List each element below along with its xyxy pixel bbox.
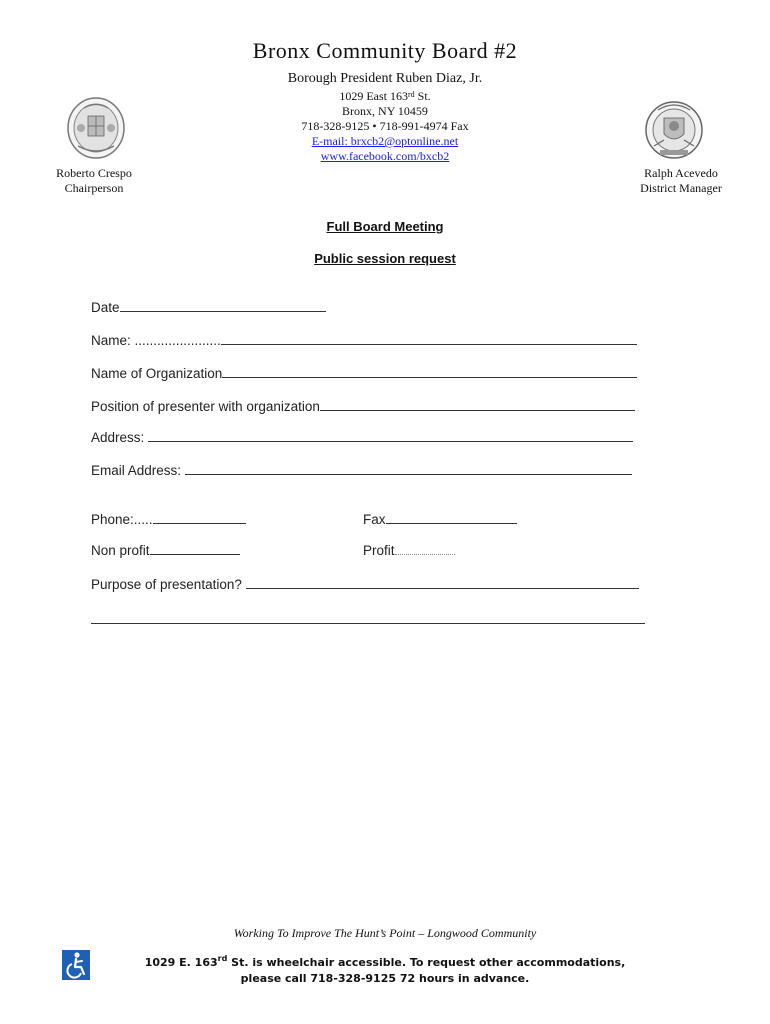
purpose-label: Purpose of presentation? [91,577,246,592]
date-field[interactable] [91,298,326,315]
address-street: 1029 East 163 [339,89,408,103]
purpose-line-2[interactable] [91,623,645,624]
notice-ordinal: rd [217,954,228,963]
session-heading: Public session request [314,251,456,266]
purpose-line[interactable] [246,575,639,589]
accessibility-notice-line-2: please call 718-328-9125 72 hours in advance. [240,972,530,985]
profit-label: Profit [363,543,395,558]
district-manager-name: Ralph Acevedo [644,166,718,180]
nonprofit-label: Non profit [91,543,150,558]
date-label: Date [91,300,120,315]
nyc-seal-icon [66,96,126,164]
accessibility-notice-line-1 [0,956,770,969]
phone-label: Phone:..... [91,512,153,527]
district-manager-title: District Manager [640,181,722,195]
email-link[interactable]: E-mail: brxcb2@optonline.net [311,134,459,148]
nonprofit-field[interactable] [91,541,240,558]
name-field[interactable] [91,331,637,348]
phone-fax: 718-328-9125 • 718-991-4974 Fax [301,119,469,133]
position-label: Position of presenter with organization [91,399,320,414]
organization-line[interactable] [222,364,637,378]
date-line[interactable] [120,298,326,312]
position-line[interactable] [320,397,635,411]
email-address-label: Email Address: [91,463,185,478]
footer-motto: Working To Improve The Hunt’s Point – Longwood Community [233,926,537,940]
meeting-heading: Full Board Meeting [326,219,444,234]
chairperson-title: Chairperson [64,181,124,195]
email-address-field[interactable] [91,461,632,478]
page-title: Bronx Community Board #2 [252,38,518,63]
organization-label: Name of Organization [91,366,223,381]
fax-line[interactable] [386,510,517,524]
address-line[interactable] [148,428,633,442]
nonprofit-line[interactable] [150,541,240,555]
email-address-line[interactable] [185,461,632,475]
notice-text: St. is wheelchair accessible. To request other accommodations, [227,956,626,969]
fax-field[interactable] [363,510,517,527]
organization-field[interactable] [91,364,637,381]
position-field[interactable] [91,397,635,414]
address-street-suffix: St. [414,89,431,103]
profit-line[interactable] [395,541,455,555]
profit-field[interactable] [363,541,455,558]
borough-president: Borough President Ruben Diaz, Jr. [287,71,483,86]
phone-line[interactable] [153,510,246,524]
district-manager-block [622,166,740,196]
notice-address: 1029 E. 163 [144,956,218,969]
address-field[interactable] [91,428,633,445]
name-line[interactable] [221,331,637,345]
name-label: Name: ....................... [91,333,221,348]
bronx-seal-icon [644,96,704,164]
website-link[interactable]: www.facebook.com/bxcb2 [320,149,450,163]
phone-field[interactable] [91,510,246,527]
address-line-2: Bronx, NY 10459 [342,104,428,118]
chairperson-block [40,166,148,196]
address-ordinal: rd [407,90,415,99]
address-label: Address: [91,430,149,445]
purpose-field[interactable] [91,575,639,592]
fax-label: Fax [363,512,386,527]
chairperson-name: Roberto Crespo [56,166,132,180]
